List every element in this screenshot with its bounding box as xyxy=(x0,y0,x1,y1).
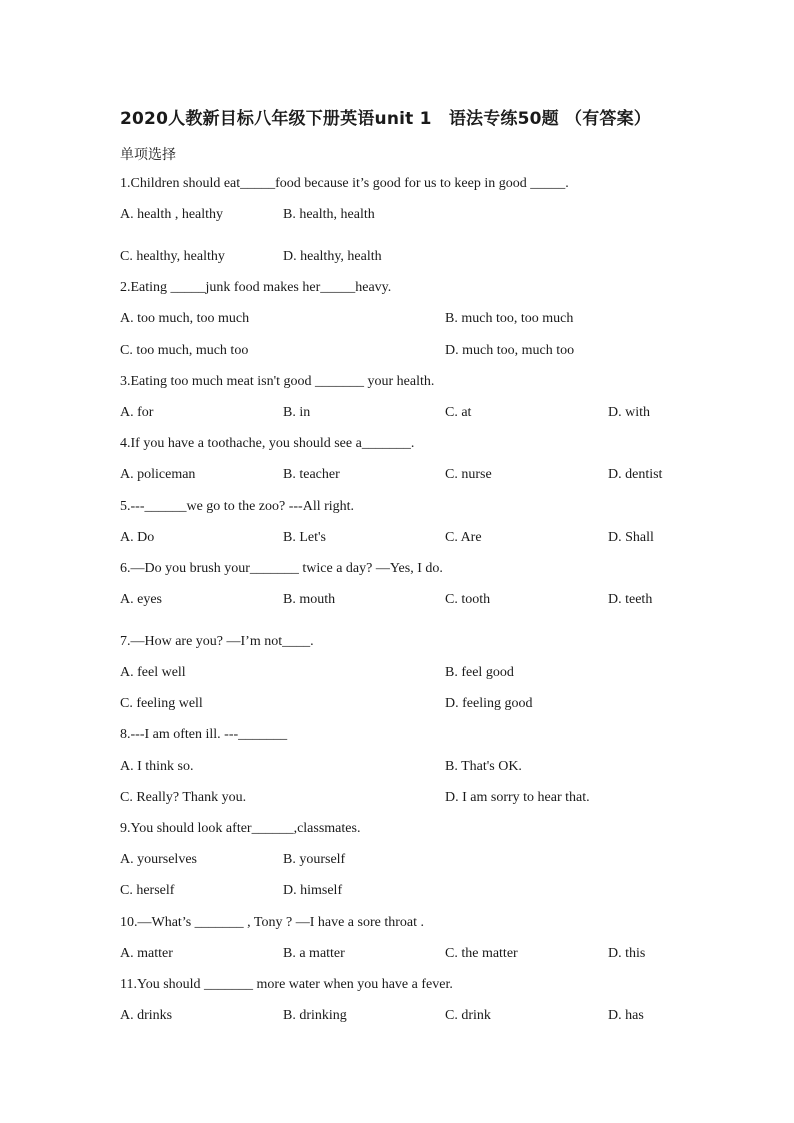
question-5: 5.---______we go to the zoo? ---All right. xyxy=(120,499,355,514)
option-3b: B. in xyxy=(283,405,311,420)
option-8a: A. I think so. xyxy=(120,759,194,774)
option-4b: B. teacher xyxy=(283,467,340,482)
question-9: 9.You should look after______,classmates. xyxy=(120,821,361,836)
option-1a: A. health , healthy xyxy=(120,207,224,222)
option-3d: D. with xyxy=(608,405,650,420)
option-10b: B. a matter xyxy=(283,946,345,961)
option-9b: B. yourself xyxy=(283,852,346,867)
option-7d: D. feeling good xyxy=(445,696,533,711)
option-11a: A. drinks xyxy=(120,1008,173,1023)
option-8d: D. I am sorry to hear that. xyxy=(445,790,590,805)
option-9c: C. herself xyxy=(120,883,175,898)
option-7c: C. feeling well xyxy=(120,696,203,711)
option-5a: A. Do xyxy=(120,530,155,545)
question-3: 3.Eating too much meat isn't good _______ your health. xyxy=(120,374,435,389)
question-6: 6.—Do you brush your_______ twice a day? —Yes, I do. xyxy=(120,561,443,576)
option-3a: A. for xyxy=(120,405,154,420)
option-2a: A. too much, too much xyxy=(120,311,250,326)
option-1d: D. healthy, health xyxy=(283,249,382,264)
option-6d: D. teeth xyxy=(608,592,653,607)
question-2: 2.Eating _____junk food makes her_____heavy. xyxy=(120,280,392,295)
option-1b: B. health, health xyxy=(283,207,375,222)
option-11d: D. has xyxy=(608,1008,644,1023)
option-4c: C. nurse xyxy=(445,467,492,482)
option-8c: C. Really? Thank you. xyxy=(120,790,247,805)
option-4d: D. dentist xyxy=(608,467,663,482)
option-6c: C. tooth xyxy=(445,592,491,607)
option-5b: B. Let's xyxy=(283,530,326,545)
option-9a: A. yourselves xyxy=(120,852,197,867)
option-4a: A. policeman xyxy=(120,467,196,482)
option-11b: B. drinking xyxy=(283,1008,347,1023)
option-1c: C. healthy, healthy xyxy=(120,249,225,264)
option-7b: B. feel good xyxy=(445,665,514,680)
option-2c: C. too much, much too xyxy=(120,343,249,358)
option-10a: A. matter xyxy=(120,946,173,961)
option-8b: B. That's OK. xyxy=(445,759,522,774)
option-6b: B. mouth xyxy=(283,592,336,607)
option-6a: A. eyes xyxy=(120,592,162,607)
option-10d: D. this xyxy=(608,946,646,961)
option-7a: A. feel well xyxy=(120,665,186,680)
option-11c: C. drink xyxy=(445,1008,491,1023)
question-7: 7.—How are you? —I’m not____. xyxy=(120,634,314,649)
option-9d: D. himself xyxy=(283,883,343,898)
option-3c: C. at xyxy=(445,405,472,420)
question-8: 8.---I am often ill. ---_______ xyxy=(120,727,288,742)
option-5d: D. Shall xyxy=(608,530,654,545)
document-title: 2020人教新目标八年级下册英语unit 1 语法专练50题 （有答案） xyxy=(120,109,651,129)
section-heading: 单项选择 xyxy=(120,147,176,163)
option-10c: C. the matter xyxy=(445,946,518,961)
option-2b: B. much too, too much xyxy=(445,311,574,326)
question-4: 4.If you have a toothache, you should see a_______. xyxy=(120,436,415,451)
option-2d: D. much too, much too xyxy=(445,343,575,358)
option-5c: C. Are xyxy=(445,530,482,545)
question-10: 10.—What’s _______ , Tony ? —I have a sore throat . xyxy=(120,915,424,930)
question-11: 11.You should _______ more water when you have a fever. xyxy=(120,977,453,992)
question-1: 1.Children should eat_____food because it’s good for us to keep in good _____. xyxy=(120,176,569,191)
